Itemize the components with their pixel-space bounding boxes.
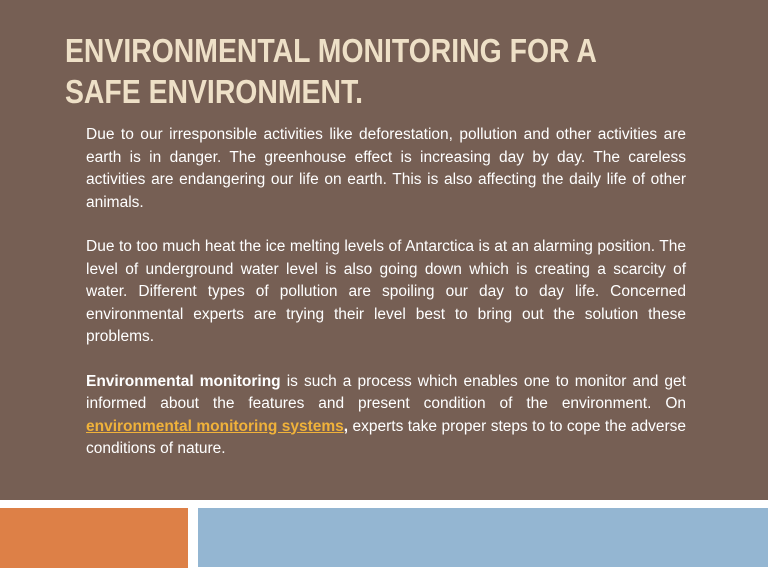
slide-body	[86, 124, 686, 483]
paragraph-3	[86, 371, 686, 461]
paragraph-1: Due to our irresponsible activities like deforestation, pollution and other activities are earth is in danger. The greenhouse effect is increasing day by day. The careless activities are endangering our life on earth. This is also affecting the daily life of other animals.	[86, 126, 686, 211]
comma: ,	[343, 417, 349, 435]
environmental-monitoring-systems-link[interactable]: environmental monitoring systems	[86, 417, 344, 435]
title-line-1: ENVIRONMENTAL MONITORING FOR A	[65, 32, 597, 69]
bold-lead: Environmental monitoring	[86, 372, 281, 390]
paragraph-3-text-a: is such a process which enables one to monitor and get informed about the features and present condition of the environment. On	[86, 372, 686, 412]
orange-accent-bar	[0, 508, 188, 568]
blue-accent-bar	[198, 508, 768, 567]
title-line-2: SAFE ENVIRONMENT.	[65, 73, 364, 110]
paragraph-2: Due to too much heat the ice melting levels of Antarctica is at an alarming position. The level of underground water level is also going down which is creating a scarcity of water. Different types of pollution are spoiling our day to day life. Concerned environmental experts are trying their level best to bring out the solution these problems.	[86, 238, 686, 345]
paragraph-3-text-b: experts take proper steps to to cope the adverse conditions of nature.	[86, 417, 687, 457]
slide-title	[65, 30, 667, 112]
